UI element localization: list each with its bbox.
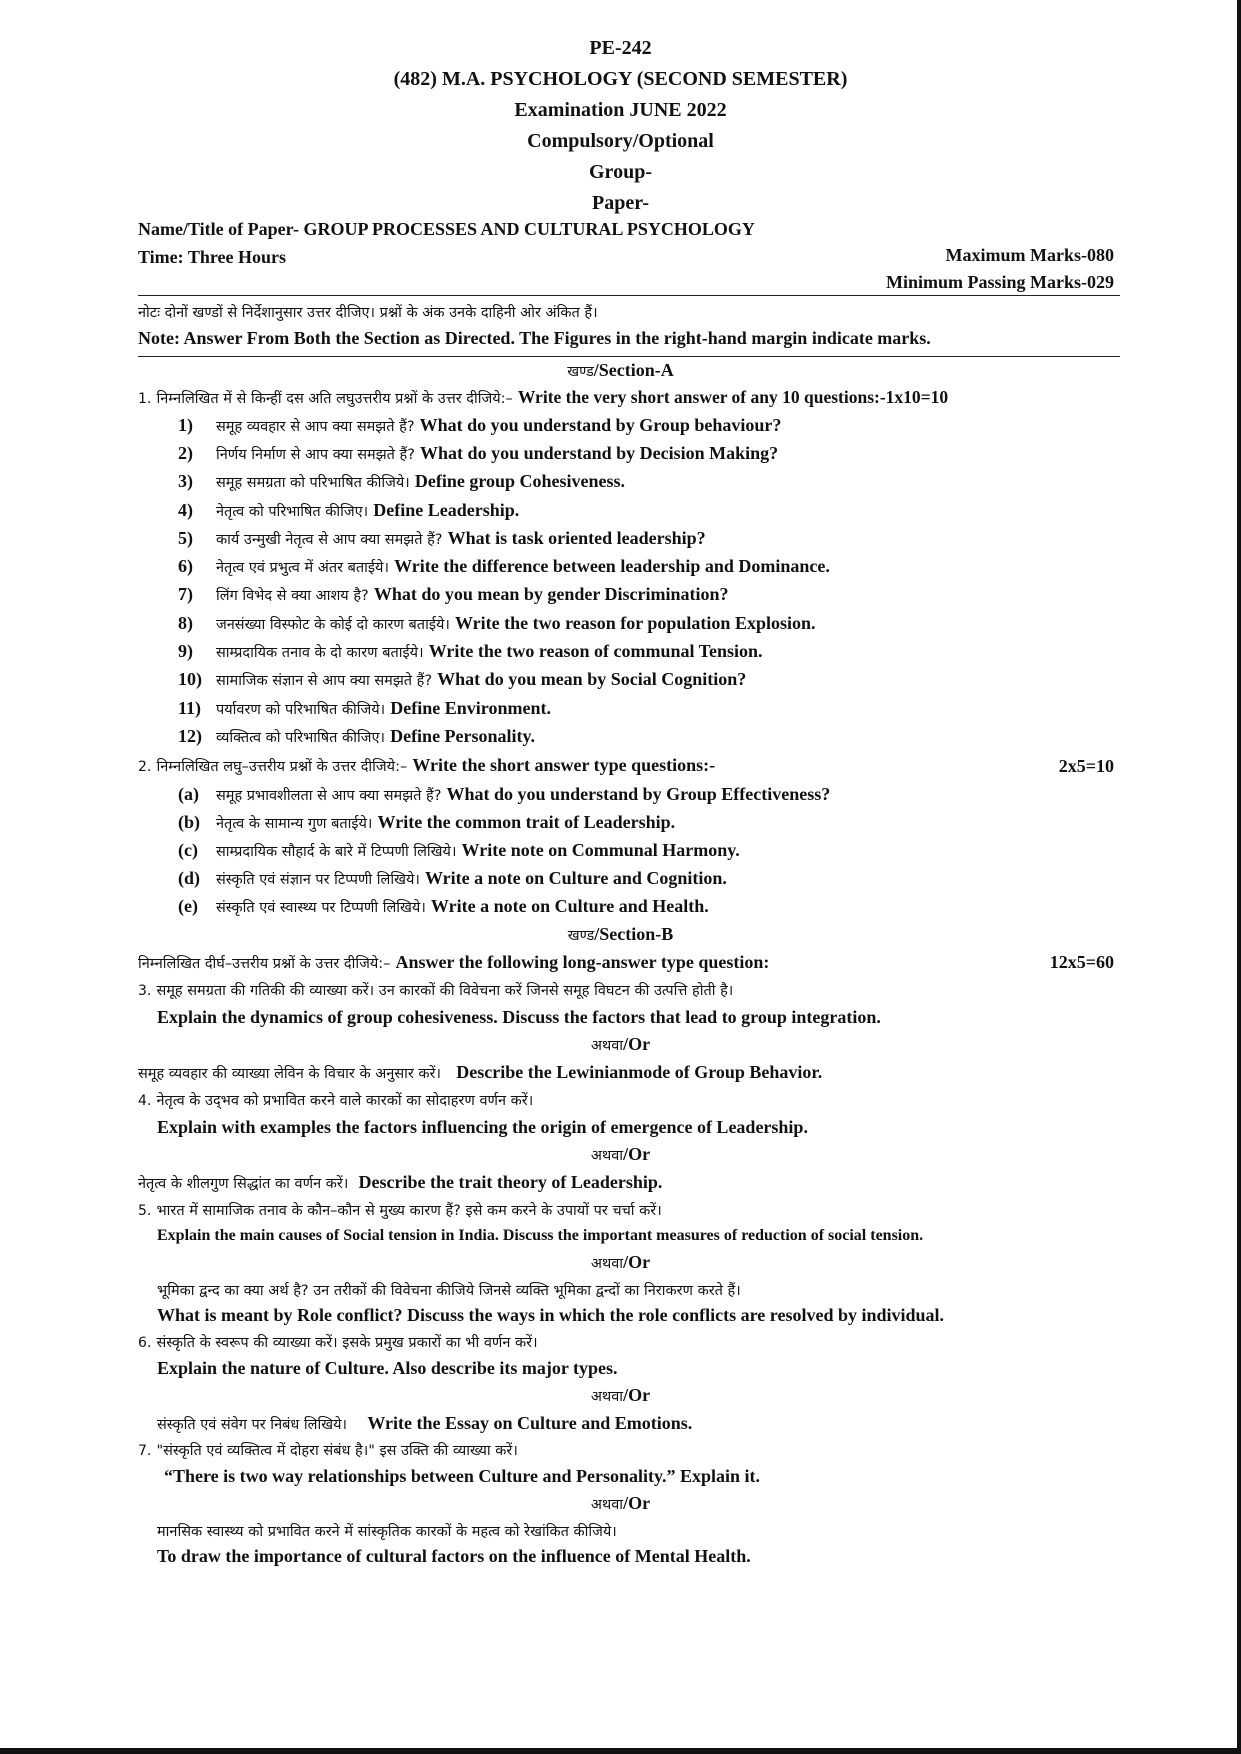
item-hindi: साम्प्रदायिक सौहार्द के बारे में टिप्पणी लिखिये। bbox=[216, 844, 457, 860]
item-english: Write the two reason for population Explosion. bbox=[454, 613, 816, 633]
paper-type: Compulsory/Optional bbox=[527, 130, 714, 152]
question-1 bbox=[138, 387, 948, 408]
item-english: Define Personality. bbox=[390, 726, 536, 746]
alternative-question-hindi: भूमिका द्वन्द का क्या अर्थ है? उन तरीकों की विवेचना कीजिये जिनसे व्यक्ति भूमिका द्वन्दों का निराकरण करते हैं। bbox=[157, 1283, 741, 1299]
question-hindi: संस्कृति एवं संवेग पर निबंध लिखिये। bbox=[157, 1417, 348, 1433]
question-2 bbox=[138, 755, 715, 776]
item-hindi: नेतृत्व के सामान्य गुण बताईये। bbox=[216, 816, 373, 832]
question-english: Explain the main causes of Social tension in India. Discuss the important measures of reduction of social tension. bbox=[157, 1227, 924, 1244]
item-number: 8) bbox=[178, 613, 193, 633]
question-3 bbox=[138, 980, 733, 1000]
item-english: Define group Cohesiveness. bbox=[414, 471, 626, 491]
item-number: 5) bbox=[178, 528, 193, 548]
or-separator bbox=[0, 1493, 1241, 1514]
section-a-hindi: खण्ड bbox=[567, 364, 594, 380]
question-hindi: समूह समग्रता की गतिकी की व्याख्या करें। उन कारकों की विवेचना करें जिनसे समूह विघटन की उत्पत्ति होती है। bbox=[156, 983, 734, 999]
instruction-hindi: निम्नलिखित दीर्घ–उत्तरीय प्रश्नों के उत्तर दीजिये:– bbox=[138, 956, 391, 972]
max-marks: Maximum Marks-080 bbox=[945, 245, 1114, 265]
list-item bbox=[178, 528, 706, 549]
list-item bbox=[178, 784, 830, 805]
section-b-marks: 12x5=60 bbox=[1049, 952, 1114, 972]
item-hindi: साम्प्रदायिक तनाव के दो कारण बताईये। bbox=[216, 645, 424, 661]
list-item bbox=[178, 584, 729, 605]
paper-code: PE-242 bbox=[589, 37, 652, 59]
item-english: Write a note on Culture and Health. bbox=[430, 896, 709, 916]
list-item bbox=[178, 840, 740, 861]
item-number: (e) bbox=[178, 896, 198, 916]
question-english: Write the Essay on Culture and Emotions. bbox=[367, 1413, 693, 1433]
item-number: 9) bbox=[178, 641, 193, 661]
item-hindi: व्यक्तित्व को परिभाषित कीजिए। bbox=[216, 730, 385, 746]
scan-edge bbox=[1237, 0, 1241, 1754]
list-item bbox=[178, 868, 727, 889]
min-marks: Minimum Passing Marks-029 bbox=[885, 272, 1114, 292]
list-item bbox=[178, 726, 535, 747]
or-english: /Or bbox=[623, 1034, 651, 1054]
note-hindi: नोटः दोनों खण्डों से निर्देशानुसार उत्तर दीजिए। प्रश्नों के अंक उनके दाहिनी ओर अंकित हैं। bbox=[138, 305, 598, 321]
question-hindi: निम्नलिखित लघु–उत्तरीय प्रश्नों के उत्तर दीजिये:– bbox=[156, 759, 408, 775]
list-item bbox=[178, 669, 746, 690]
exam-header bbox=[0, 33, 1241, 219]
item-english: What do you understand by Group behaviour? bbox=[419, 415, 782, 435]
question-number: 5. bbox=[138, 1203, 152, 1219]
question-number: 3. bbox=[138, 983, 152, 999]
question-6 bbox=[138, 1332, 538, 1352]
list-item bbox=[178, 556, 830, 577]
section-b-heading bbox=[0, 924, 1241, 945]
or-hindi: अथवा bbox=[590, 1497, 624, 1513]
divider bbox=[138, 356, 1120, 357]
or-separator bbox=[0, 1385, 1241, 1406]
item-number: 4) bbox=[178, 500, 193, 520]
item-hindi: पर्यावरण को परिभाषित कीजिये। bbox=[216, 702, 386, 718]
instruction-english: Answer the following long-answer type question: bbox=[395, 952, 770, 972]
item-hindi: समूह प्रभावशीलता से आप क्या समझते हैं? bbox=[216, 788, 442, 804]
or-english: /Or bbox=[623, 1385, 651, 1405]
alternative-question-english: To draw the importance of cultural factors on the influence of Mental Health. bbox=[157, 1546, 751, 1566]
or-separator bbox=[0, 1034, 1241, 1055]
section-b-english: /Section-B bbox=[594, 924, 674, 944]
item-number: (a) bbox=[178, 784, 199, 804]
item-hindi: लिंग विभेद से क्या आशय है? bbox=[216, 588, 369, 604]
item-hindi: निर्णय निर्माण से आप क्या समझते हैं? bbox=[216, 447, 415, 463]
item-english: Write the common trait of Leadership. bbox=[377, 812, 676, 832]
item-english: What do you mean by Social Cognition? bbox=[437, 669, 747, 689]
question-number: 1. bbox=[138, 391, 152, 407]
question-english: Write the short answer type questions:- bbox=[412, 755, 716, 775]
question-hindi: संस्कृति के स्वरूप की व्याख्या करें। इसके प्रमुख प्रकारों का भी वर्णन करें। bbox=[156, 1335, 538, 1351]
q2-marks: 2x5=10 bbox=[1058, 756, 1114, 776]
question-hindi: नेतृत्व के शीलगुण सिद्धांत का वर्णन करें। bbox=[138, 1176, 349, 1192]
question-english: Explain the nature of Culture. Also describe its major types. bbox=[157, 1358, 618, 1378]
scan-edge bbox=[0, 1748, 1241, 1754]
alternative-question-english: What is meant by Role conflict? Discuss the ways in which the role conflicts are resolved by individual. bbox=[157, 1305, 945, 1325]
question-hindi: नेतृत्व के उद्‌भव को प्रभावित करने वाले कारकों का सोदाहरण वर्णन करें। bbox=[156, 1093, 534, 1109]
divider bbox=[138, 295, 1120, 296]
section-a-english: /Section-A bbox=[593, 360, 674, 380]
question-number: 7. bbox=[138, 1443, 152, 1459]
item-hindi: समूह समग्रता को परिभाषित कीजिये। bbox=[216, 475, 410, 491]
question-number: 4. bbox=[138, 1093, 152, 1109]
question-english: “There is two way relationships between Culture and Personality.” Explain it. bbox=[164, 1466, 761, 1486]
item-hindi: सामाजिक संज्ञान से आप क्या समझते हैं? bbox=[216, 673, 433, 689]
item-number: 7) bbox=[178, 584, 193, 604]
question-english: Write the very short answer of any 10 questions:-1x10=10 bbox=[517, 387, 949, 407]
item-hindi: संस्कृति एवं संज्ञान पर टिप्पणी लिखिये। bbox=[216, 872, 420, 888]
list-item bbox=[178, 500, 519, 521]
alternative-question bbox=[157, 1413, 692, 1434]
or-english: /Or bbox=[623, 1252, 651, 1272]
list-item bbox=[178, 471, 625, 492]
section-b-hindi: खण्ड bbox=[567, 928, 595, 944]
item-hindi: समूह व्यवहार से आप क्या समझते हैं? bbox=[216, 419, 415, 435]
list-item bbox=[178, 896, 709, 917]
or-hindi: अथवा bbox=[590, 1389, 624, 1405]
or-hindi: अथवा bbox=[590, 1148, 624, 1164]
exam-session: Examination JUNE 2022 bbox=[514, 99, 727, 121]
list-item bbox=[178, 415, 781, 436]
item-english: What is task oriented leadership? bbox=[447, 528, 706, 548]
question-number: 6. bbox=[138, 1335, 152, 1351]
item-english: Define Environment. bbox=[390, 698, 551, 718]
item-number: (c) bbox=[178, 840, 198, 860]
or-english: /Or bbox=[623, 1144, 651, 1164]
item-number: 2) bbox=[178, 443, 193, 463]
list-item bbox=[178, 698, 551, 719]
question-english: Explain with examples the factors influencing the origin of emergence of Leadership. bbox=[157, 1117, 808, 1137]
item-number: 11) bbox=[178, 698, 202, 718]
question-english: Describe the trait theory of Leadership. bbox=[358, 1172, 663, 1192]
question-hindi: निम्नलिखित में से किन्हीं दस अति लघुउत्तरीय प्रश्नों के उत्तर दीजिये:– bbox=[156, 391, 513, 407]
item-number: 12) bbox=[178, 726, 202, 746]
question-english: Describe the Lewinianmode of Group Behavior. bbox=[456, 1062, 823, 1082]
item-hindi: जनसंख्या विस्फोट के कोई दो कारण बताईये। bbox=[216, 617, 450, 633]
item-number: 1) bbox=[178, 415, 193, 435]
note-english: Note: Answer From Both the Section as Directed. The Figures in the right-hand margin indicate marks. bbox=[138, 328, 931, 348]
item-number: 10) bbox=[178, 669, 202, 689]
item-english: Write the difference between leadership and Dominance. bbox=[394, 556, 830, 576]
paper-title: Name/Title of Paper- GROUP PROCESSES AND CULTURAL PSYCHOLOGY bbox=[138, 219, 755, 239]
question-4 bbox=[138, 1090, 533, 1110]
question-number: 2. bbox=[138, 759, 152, 775]
item-hindi: नेतृत्व को परिभाषित कीजिए। bbox=[216, 504, 369, 520]
or-english: /Or bbox=[623, 1493, 651, 1513]
question-5 bbox=[138, 1200, 662, 1220]
item-english: Define Leadership. bbox=[373, 500, 520, 520]
item-english: What do you understand by Decision Making? bbox=[420, 443, 779, 463]
time-allowed: Time: Three Hours bbox=[138, 247, 286, 267]
list-item bbox=[178, 443, 778, 464]
item-english: Write the two reason of communal Tension. bbox=[428, 641, 763, 661]
item-hindi: कार्य उन्मुखी नेतृत्व से आप क्या समझते हैं? bbox=[216, 532, 443, 548]
or-hindi: अथवा bbox=[590, 1256, 624, 1272]
question-hindi: समूह व्यवहार की व्याख्या लेविन के विचार के अनुसार करें। bbox=[138, 1066, 441, 1082]
question-hindi: "संस्कृति एवं व्यक्तित्व में दोहरा संबंध है।" इस उक्ति की व्याख्या करें। bbox=[156, 1443, 518, 1459]
item-english: Write a note on Culture and Cognition. bbox=[425, 868, 727, 888]
question-english: Explain the dynamics of group cohesiveness. Discuss the factors that lead to group integration. bbox=[157, 1007, 881, 1027]
item-english: Write note on Communal Harmony. bbox=[461, 840, 740, 860]
alternative-question-hindi: मानसिक स्वास्थ्य को प्रभावित करने में सांस्कृतिक कारकों के महत्व को रेखांकित कीजिये। bbox=[157, 1524, 617, 1540]
item-english: What do you understand by Group Effectiveness? bbox=[446, 784, 831, 804]
question-hindi: भारत में सामाजिक तनाव के कौन–कौन से मुख्य कारण हैं? इसे कम करने के उपायों पर चर्चा करें। bbox=[156, 1203, 662, 1219]
list-item bbox=[178, 641, 763, 662]
alternative-question bbox=[138, 1062, 822, 1083]
item-number: 3) bbox=[178, 471, 193, 491]
item-number: (d) bbox=[178, 868, 200, 888]
paper-label: Paper- bbox=[591, 192, 649, 214]
item-english: What do you mean by gender Discrimination? bbox=[373, 584, 729, 604]
alternative-question bbox=[138, 1172, 662, 1193]
course-title: (482) M.A. PSYCHOLOGY (SECOND SEMESTER) bbox=[393, 68, 848, 90]
list-item bbox=[178, 613, 815, 634]
item-hindi: संस्कृति एवं स्वास्थ्य पर टिप्पणी लिखिये। bbox=[216, 900, 426, 916]
section-b-instruction bbox=[138, 952, 769, 973]
item-number: 6) bbox=[178, 556, 193, 576]
group-label: Group- bbox=[589, 161, 652, 183]
question-7 bbox=[138, 1440, 518, 1460]
or-separator bbox=[0, 1144, 1241, 1165]
or-hindi: अथवा bbox=[590, 1038, 624, 1054]
section-a-heading bbox=[0, 360, 1241, 381]
item-number: (b) bbox=[178, 812, 200, 832]
item-hindi: नेतृत्व एवं प्रभुत्व में अंतर बताईये। bbox=[216, 560, 389, 576]
or-separator bbox=[0, 1252, 1241, 1273]
list-item bbox=[178, 812, 675, 833]
